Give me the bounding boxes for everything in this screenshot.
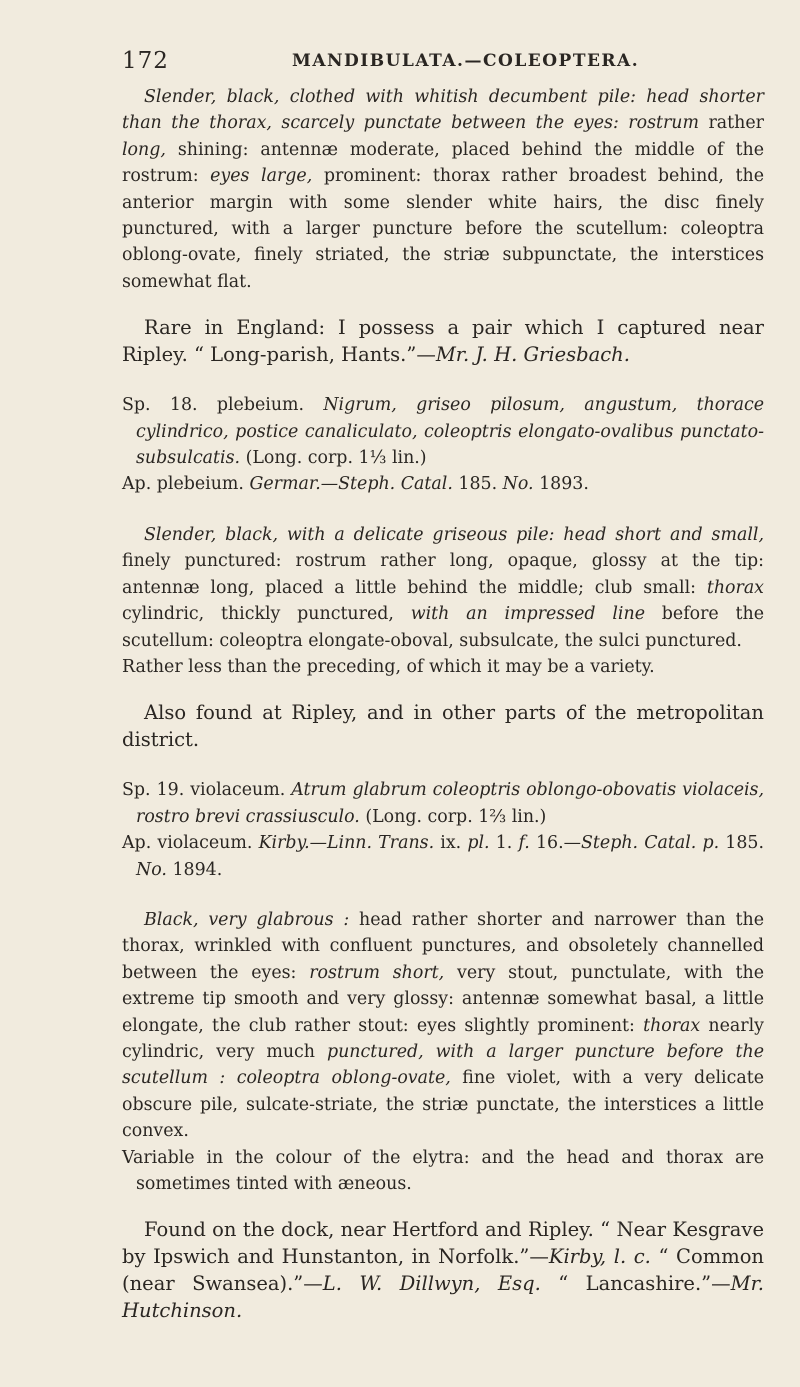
description-paragraph: [122, 522, 764, 654]
remark-paragraph: [122, 654, 764, 680]
remark-text: Variable in the colour of the elytra: and the head and thorax are sometimes tinted with æneous.: [122, 1147, 764, 1194]
species-heading-18: [122, 392, 764, 471]
synonym-text: 185.: [719, 833, 765, 854]
synonym-italic: No.: [502, 474, 534, 495]
synonym-italic: f.: [518, 833, 530, 854]
remark-paragraph: [122, 1145, 764, 1198]
locality-paragraph: [122, 1216, 764, 1324]
description-text: prominent: thorax rather broadest behind, the anterior margin with some slender white hairs, the disc finely punctured, with a larger puncture before the scutellum: coleoptra oblong-ovate, finely striated, the striæ subpunctate, the interstices somewhat flat.: [122, 166, 764, 292]
synonym-text: 1893.: [533, 474, 589, 495]
page-number: 172: [122, 48, 169, 74]
species-number: Sp. 19. violaceum.: [122, 780, 292, 801]
description-italic: punctured, with a larger puncture before the scutellum : coleoptra oblong-ovate,: [122, 1041, 764, 1089]
locality-paragraph: [122, 699, 764, 753]
description-italic: long,: [122, 139, 166, 160]
locality-text: Found on the dock, near Hertford and Ripley. “ Near Kesgrave by Ipswich and Hunstanton, in Norfolk.”—: [122, 1218, 764, 1269]
synonym-authority: Steph. Catal. p.: [581, 833, 720, 854]
locality-paragraph: [122, 314, 764, 368]
description-text: cylindric, thickly punctured,: [122, 604, 411, 625]
remark-text: Rather less than the preceding, of which it may be a variety.: [122, 656, 655, 677]
synonym-authority: Kirby.—Linn. Trans.: [258, 833, 435, 854]
running-title: MANDIBULATA.—COLEOPTERA.: [292, 51, 640, 71]
description-text: nearly cylindric, very much: [122, 1015, 764, 1062]
collector-name: L. W. Dillwyn, Esq.: [322, 1272, 541, 1296]
description-text: finely punctured: rostrum rather long, opaque, glossy at the tip: antennæ long, placed a little behind the middle; club small:: [122, 551, 764, 598]
description-italic: thorax: [706, 577, 764, 598]
synonym-text: 185.: [452, 474, 503, 495]
synonym-text: ix.: [434, 833, 468, 854]
locality-text: Also found at Ripley, and in other parts of the metropolitan district.: [122, 701, 764, 752]
collector-name: Mr. Hutchinson.: [122, 1272, 764, 1323]
description-italic: rostrum short,: [309, 962, 445, 983]
description-text: rather: [699, 113, 764, 134]
synonym-text: 1.: [489, 833, 519, 854]
description-paragraph: [122, 907, 764, 1145]
synonym-name: Ap. violaceum.: [122, 833, 259, 854]
species-diagnosis: Atrum glabrum coleoptris oblongo-obovatis violaceis, rostro brevi crassiusculo.: [136, 780, 764, 827]
locality-text: “ Lancashire.”—: [540, 1272, 731, 1296]
species-heading-19: [122, 777, 764, 830]
species-number: Sp. 18. plebeium.: [122, 395, 324, 416]
description-italic: Slender, black, with a delicate griseous pile: head short and small,: [144, 524, 764, 545]
locality-text: “ Common (near Swansea).”—: [122, 1245, 764, 1296]
description-italic: with an impressed line: [410, 604, 645, 625]
locality-text: Rare in England: I possess a pair which I captured near Ripley. “ Long-parish, Hants.”—: [122, 316, 764, 367]
description-italic: thorax, scarcely punctate between the eyes: rostrum: [209, 113, 699, 134]
citation-italic: Kirby, l. c.: [548, 1245, 651, 1269]
description-text: shining: antennæ moderate, placed behind the middle of the rostrum:: [122, 139, 764, 187]
synonym-text: 16.—: [529, 833, 582, 854]
synonym-authority: Germar.—Steph. Catal.: [249, 474, 453, 495]
synonymy-line-19: [122, 830, 764, 883]
description-italic: thorax: [643, 1015, 701, 1036]
synonym-italic: pl.: [467, 833, 490, 854]
description-text: before the scutellum: coleoptra elongate-oboval, subsulcate, the sulci punctured.: [122, 604, 764, 651]
description-italic: Black, very glabrous :: [144, 909, 350, 930]
description-text: head rather shorter and narrower than the thorax, wrinkled with confluent punctures, and obsoletely channelled between the eyes:: [122, 909, 764, 983]
species-size: (Long. corp. 1⅔ lin.): [359, 806, 547, 827]
page-header: [122, 48, 762, 80]
description-lead: Slender, black, clothed with whitish decumbent pile: head shorter than the: [122, 87, 764, 134]
synonym-name: Ap. plebeium.: [122, 474, 250, 495]
description-paragraph: [122, 84, 764, 295]
synonymy-line-18: [122, 471, 764, 497]
synonym-italic: No.: [136, 859, 167, 880]
description-text: very stout, punctulate, with the extreme tip smooth and very glossy: antennæ somewhat basal, a little elongate, the club rather stout: eyes slightly prominent:: [122, 962, 764, 1036]
description-italic: eyes large,: [210, 166, 313, 187]
description-text: fine violet, with a very delicate obscure pile, sulcate-striate, the striæ punctate, the interstices a little convex.: [122, 1068, 764, 1142]
collector-name: Mr. J. H. Griesbach.: [435, 343, 630, 367]
species-size: (Long. corp. 1⅓ lin.): [240, 448, 427, 469]
species-diagnosis: Nigrum, griseo pilosum, angustum, thorace cylindrico, postice canaliculato, coleoptris elongato-ovalibus punctato-subsulcatis.: [136, 395, 764, 469]
page-body: [122, 84, 764, 1324]
synonym-text: 1894.: [166, 859, 223, 880]
